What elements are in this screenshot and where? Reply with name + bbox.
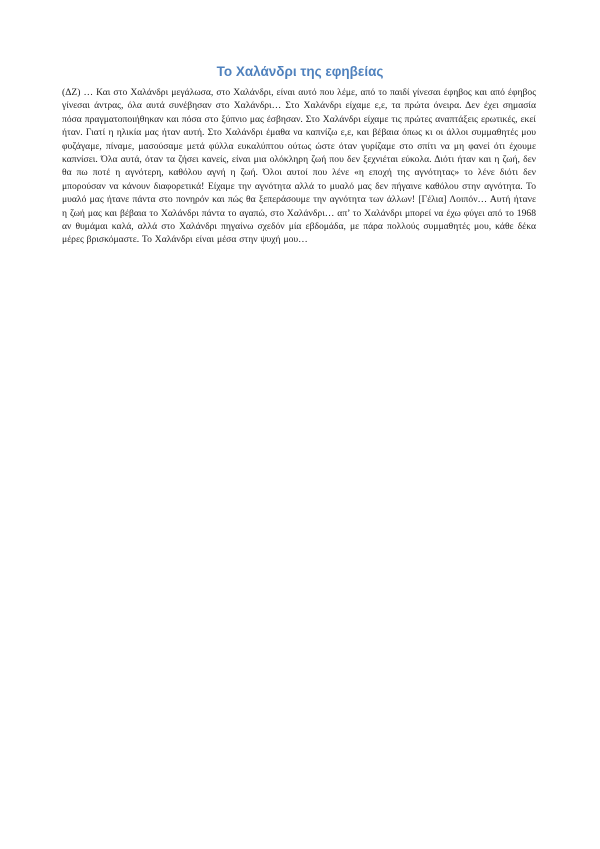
- document-body-paragraph: (ΔΖ) … Και στο Χαλάνδρι μεγάλωσα, στο Χαλάνδρι, είναι αυτό που λέμε, από το παιδί γίνεσαι έφηβος και από έφηβος γίνεσαι άντρας, όλα αυτά συνέβησαν στο Χαλάνδρι… Στο Χαλάνδρι είχαμε ε,ε, τα πρώτα όνειρα. Δεν έχει σημασία πόσα πραγματοποιήθηκαν και πόσα στο ξύπνιο μας έσβησαν. Στο Χαλάνδρι είχαμε τις πρώτες αναπτάξεις ερωτικές, εκεί ήταν. Γιατί η ηλικία μας ήταν αυτή. Στο Χαλάνδρι έμαθα να καπνίζω ε,ε, και βέβαια όπως κι οι άλλοι συμμαθητές μου φυζάγαμε, πίναμε, μασούσαμε μετά φύλλα ευκαλύπτου ούτως ώστε όταν γυρίζαμε στο σπίτι να μη φανεί ότι έχουμε καπνίσει. Όλα αυτά, όταν τα ζήσει κανείς, είναι μια ολόκληρη ζωή που δεν ξεχνιέται εύκολα. Διότι ήταν και η ζωή, δεν θα πω ποτέ η αγνότερη, καθόλου αγνή η ζωή. Όλοι αυτοί που λένε «η εποχή της αγνότητας» το λένε διότι δεν μπορούσαν να κάνουν διαφορετικά! Είχαμε την αγνότητα αλλά το μυαλό μας δεν πήγαινε καθόλου στην αγνότητα. Το μυαλό μας ήτανε πάντα στο πονηρόν και πώς θα ξεπεράσουμε την αγνότητα των άλλων! [Γέλια] Λοιπόν… Αυτή ήτανε η ζωή μας και βέβαια το Χαλάνδρι πάντα το αγαπώ, στο Χαλάνδρι… απ’ το Χαλάνδρι μπορεί να έχω φύγει από το 1968 αν θυμάμαι καλά, αλλά στο Χαλάνδρι πηγαίνω σχεδόν μία εβδομάδα, με πάρα πολλούς συμμαθητές μου, κάθε δέκα μέρες βρισκόμαστε. Το Χαλάνδρι είναι μέσα στην ψυχή μου…: [62, 87, 536, 246]
- document-title: Το Χαλάνδρι της εφηβείας: [216, 64, 384, 79]
